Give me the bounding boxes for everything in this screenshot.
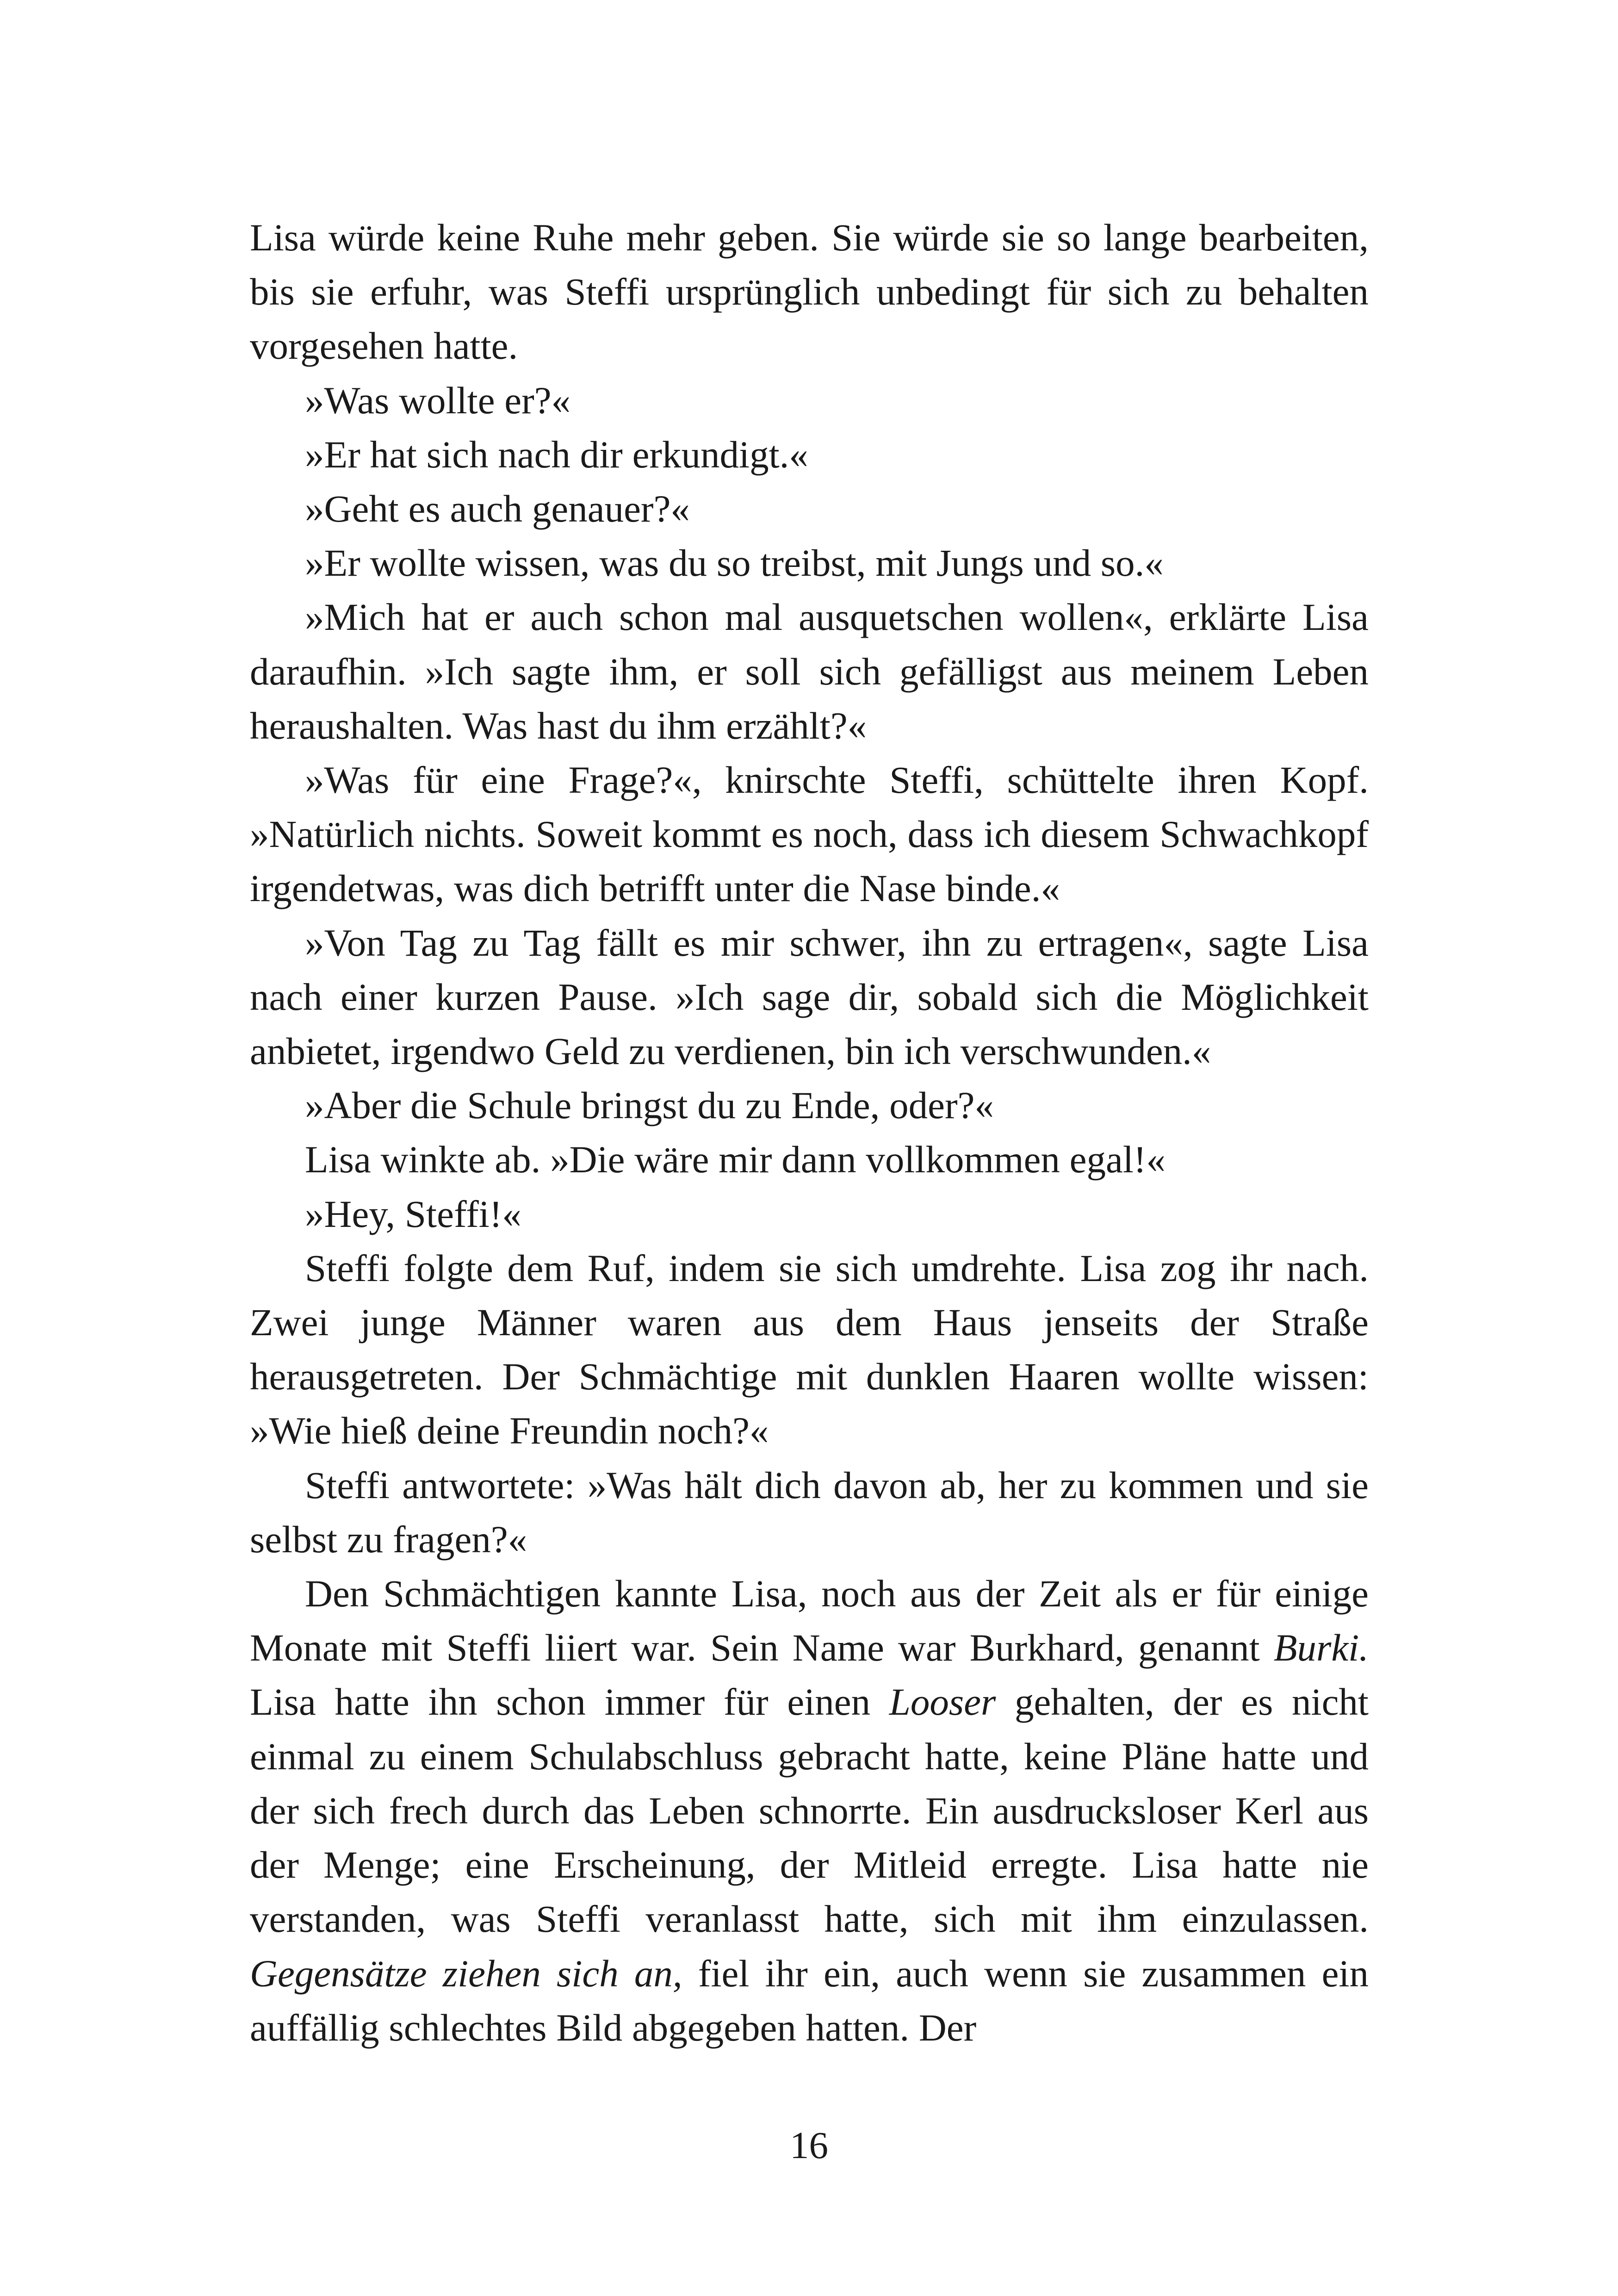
page-number: 16 [790, 2124, 828, 2166]
paragraph: »Er hat sich nach dir erkundigt.« [305, 433, 808, 476]
paragraph: Lisa würde keine Ruhe mehr geben. Sie würde sie so lange bearbeiten, bis sie erfuhr, was Steffi ursprünglich unbedingt für sich zu behalten vorgesehen hatte. [250, 216, 1369, 367]
text-run: Lisa hatte ihn schon immer für einen [250, 1680, 889, 1724]
text-run: fiel ihr ein, auch wenn sie zusammen ein auffällig schlechtes Bild abgegeben hatten. Der [250, 1952, 1369, 2049]
paragraph: »Was wollte er?« [305, 379, 571, 422]
text-run: gehalten, der es nicht einmal zu einem Schulabschluss gebracht hatte, keine Pläne hatte und der sich frech durch das Leben schnorrte. Ein ausdrucksloser Kerl aus der Menge; eine Erscheinung, der Mitleid erregte. Lisa hatte nie verstanden, was Steffi veranlasst hatte, sich mit ihm einzulassen. [250, 1680, 1369, 1941]
text-run: Den Schmächtigen kannte Lisa, noch aus der Zeit als er für einige Monate mit Steffi liiert war. Sein Name war Burkhard, genannt [250, 1572, 1369, 1669]
paragraph: »Was für eine Frage?«, knirschte Steffi, schüttelte ihren Kopf. »Natürlich nichts. Soweit kommt es noch, dass ich diesem Schwachkopf irgendetwas, was dich betrifft unter die Nase binde.« [250, 759, 1369, 910]
paragraph: »Von Tag zu Tag fällt es mir schwer, ihn zu ertragen«, sagte Lisa nach einer kurzen Pause. »Ich sage dir, sobald sich die Möglichkeit anbietet, irgendwo Geld zu verdienen, bin ich verschwunden.« [250, 921, 1369, 1073]
italic-text: Burki. [1273, 1626, 1369, 1669]
paragraph: »Er wollte wissen, was du so treibst, mit Jungs und so.« [305, 541, 1164, 585]
paragraph: »Aber die Schule bringst du zu Ende, oder?« [305, 1084, 994, 1127]
paragraph: Steffi folgte dem Ruf, indem sie sich umdrehte. Lisa zog ihr nach. Zwei junge Männer waren aus dem Haus jenseits der Straße herausgetreten. Der Schmächtige mit dunklen Haaren wollte wissen: »Wie hieß deine Freundin noch?« [250, 1246, 1369, 1452]
italic-text: Looser [889, 1680, 996, 1724]
paragraph: Lisa winkte ab. »Die wäre mir dann vollkommen egal!« [305, 1138, 1166, 1181]
paragraph: »Hey, Steffi!« [305, 1192, 521, 1235]
book-page-body [250, 211, 1369, 2055]
paragraph: »Geht es auch genauer?« [305, 487, 690, 530]
paragraph: Steffi antwortete: »Was hält dich davon ab, her zu kommen und sie selbst zu fragen?« [250, 1463, 1369, 1561]
italic-text: Gegensätze ziehen sich an, [250, 1952, 682, 1995]
paragraph: »Mich hat er auch schon mal ausquetschen wollen«, erklärte Lisa daraufhin. »Ich sagte ihm, er soll sich gefälligst aus meinem Leben heraushalten. Was hast du ihm erzählt?« [250, 596, 1369, 747]
paragraph [250, 1567, 1369, 2055]
